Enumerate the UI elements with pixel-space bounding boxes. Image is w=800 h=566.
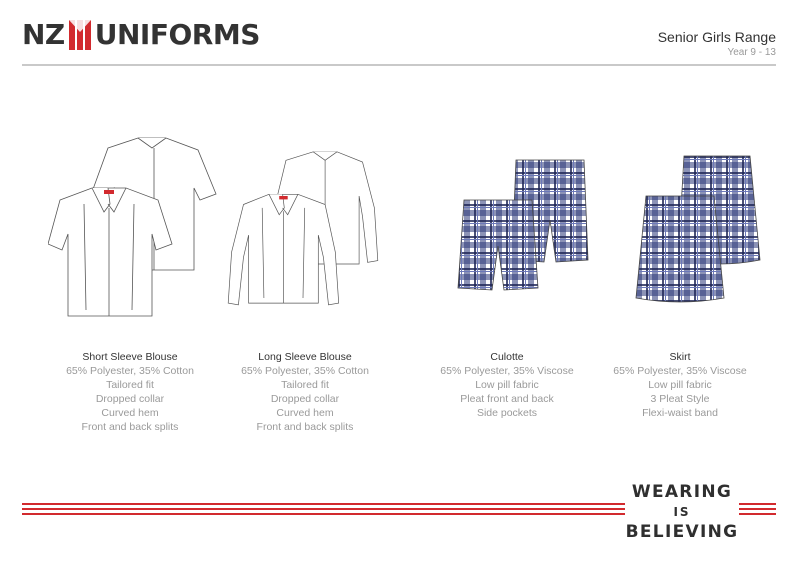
product-detail: Front and back splits <box>256 421 354 433</box>
long-sleeve-blouse-illustration <box>218 130 388 330</box>
skirt-illustration <box>620 130 790 330</box>
header-divider <box>22 64 776 66</box>
product-detail: 65% Polyester, 35% Cotton <box>241 365 369 377</box>
product-detail: Dropped collar <box>270 393 340 405</box>
culotte-illustration <box>448 130 618 330</box>
slogan-line-believing: BELIEVING <box>625 522 739 542</box>
brand-logo <box>22 18 260 52</box>
product-name: Culotte <box>490 351 524 363</box>
product-detail: Dropped collar <box>95 393 165 405</box>
logo-text-nz: NZ <box>22 18 65 51</box>
product-detail: Curved hem <box>101 407 159 419</box>
product-detail: Tailored fit <box>281 379 329 391</box>
product-description-long-sleeve-blouse <box>215 350 395 434</box>
slogan-line-wearing: WEARING <box>631 482 733 502</box>
product-description-short-sleeve-blouse <box>40 350 220 434</box>
product-name: Long Sleeve Blouse <box>258 351 352 363</box>
product-description-skirt <box>590 350 770 420</box>
product-detail: Side pockets <box>476 407 538 419</box>
nz-flag-stripes-logo-icon <box>68 20 92 50</box>
product-detail: Low pill fabric <box>648 379 712 391</box>
short-sleeve-blouse-illustration <box>48 130 218 330</box>
range-title: Senior Girls Range <box>657 29 776 45</box>
product-detail: Flexi-waist band <box>642 407 718 419</box>
logo-text-uniforms: UNIFORMS <box>94 18 260 51</box>
product-description-culotte <box>417 350 597 420</box>
product-detail: Tailored fit <box>106 379 154 391</box>
product-detail: 65% Polyester, 35% Cotton <box>66 365 194 377</box>
range-subtitle: Year 9 - 13 <box>727 47 776 58</box>
product-detail: Pleat front and back <box>460 393 554 405</box>
product-name: Short Sleeve Blouse <box>82 351 178 363</box>
product-detail: Front and back splits <box>81 421 179 433</box>
product-detail: 3 Pleat Style <box>650 393 710 405</box>
product-detail: 65% Polyester, 35% Viscose <box>440 365 574 377</box>
product-detail: 65% Polyester, 35% Viscose <box>613 365 747 377</box>
product-detail: Low pill fabric <box>475 379 539 391</box>
slogan <box>625 482 739 542</box>
product-detail: Curved hem <box>276 407 334 419</box>
product-name: Skirt <box>669 351 691 363</box>
slogan-line-is: IS <box>673 505 691 519</box>
